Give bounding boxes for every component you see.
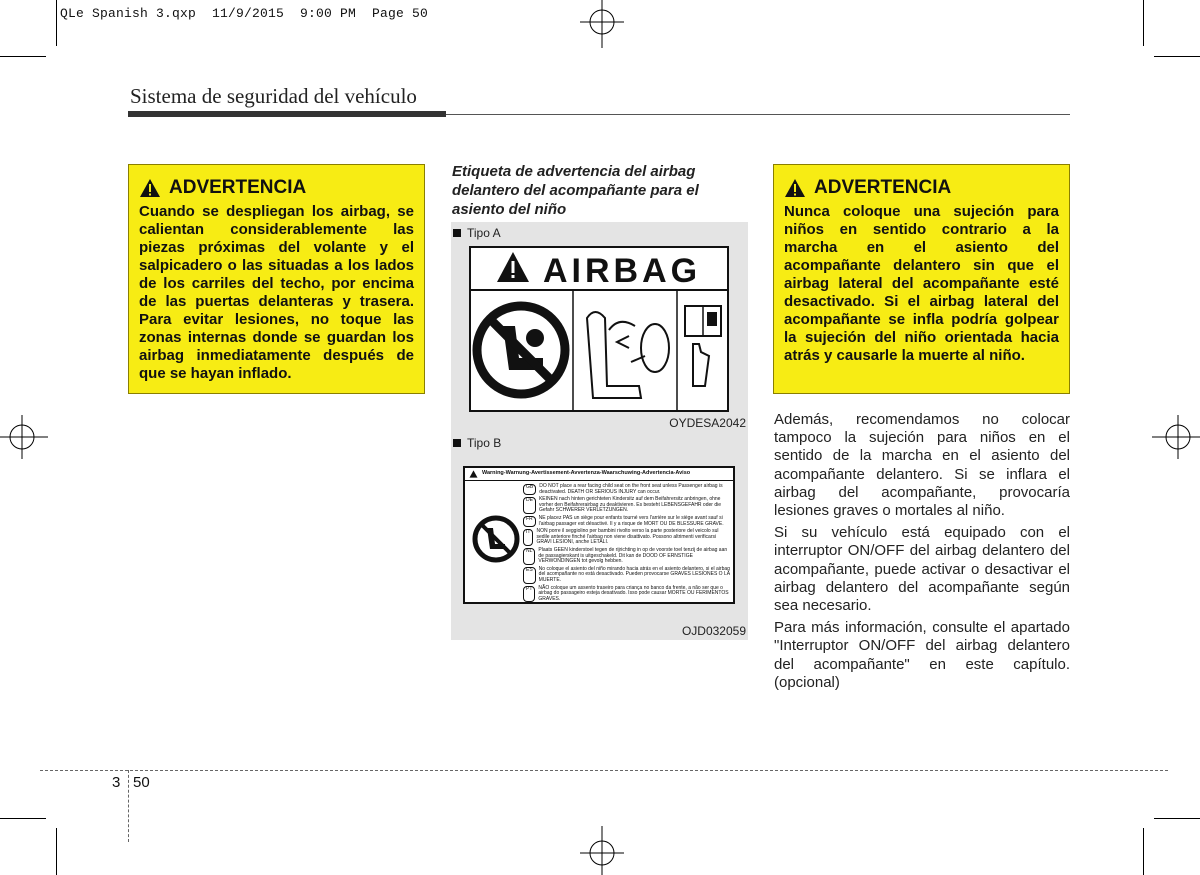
- airbag-label-illustration: [469, 246, 729, 412]
- warning-heading-text: ADVERTENCIA: [169, 177, 307, 198]
- title-rule: [128, 111, 446, 117]
- warning-heading-text: ADVERTENCIA: [814, 177, 952, 198]
- registration-mark-left: [0, 410, 48, 464]
- warning-heading: [784, 177, 1059, 199]
- registration-mark-top: [575, 0, 629, 48]
- section-title: Sistema de seguridad del vehículo: [130, 84, 417, 108]
- lang-row: NL Plaats GEEN kinderstoel tegen de rijrichting in op de voorste toel tenzij de airbag aan de passagierskant is uitgeschakeld. Dit kan de DOOD OF ERNSTIGE VERWONDINGEN tot gevolg hebben.: [523, 548, 731, 565]
- warning-box-left: [128, 164, 425, 394]
- page-number: 50: [133, 774, 150, 791]
- figure-code-b: OJD032059: [681, 624, 746, 638]
- footer-rule: [40, 770, 1168, 771]
- figure-tipo-a: [451, 222, 748, 432]
- figure-tipo-b: [451, 432, 748, 640]
- body-paragraph: Para más información, consulte el apartado "Interruptor ON/OFF del airbag delantero del acompañante" en este capítulo. (opcional): [774, 619, 1070, 691]
- lang-row: FR NE placez PAS un siège pour enfants tourné vers l'arrière sur le siège avant sauf si l'airbag passager est désactivé. Il y a risque de MORT OU DE BLESSURE GRAVE.: [523, 516, 731, 527]
- warning-text: Nunca coloque una sujeción para niños en sentido contrario a la marcha en el asiento del acompañante delantero sin que el airbag lateral del acompañante esté desactivado. Si el airbag lateral del acompañante se infla podría golpear la sujeción del niño orientada hacia atrás y causarle la muerte al niño.: [784, 203, 1059, 364]
- lang-row: PT NÃO coloque um assento traseiro para criança no banco da frente, a não ser que o airbag do passageiro esteja desativado. Isso pode causar MORTE OU FERIMENTOS GRAVES.: [523, 586, 731, 603]
- airbag-word: AIRBAG: [543, 252, 702, 290]
- figure-caption: Etiqueta de advertencia del airbag delantero del acompañante para el asiento del niño: [452, 163, 699, 218]
- tipo-b-label: Tipo B: [453, 436, 501, 450]
- lang-row: DE KEINEN nach hinten gerichteten Kindersitz auf dem Beifahrersitz anbringen, ohne vorher den Beifahrerairbag zu deaktivieren. Es besteht LEBENSGEFAHR oder die Gefahr SCHWERER VERLETZUNGEN.: [523, 497, 731, 514]
- lang-row: GB DO NOT place a rear facing child seat on the front seat unless Passenger airbag is deactivated. DEATH OR SERIOUS INJURY can occur.: [523, 484, 731, 495]
- body-text: [774, 411, 1070, 696]
- chapter-number: 3: [112, 774, 121, 791]
- no-child-seat-icon: [471, 514, 521, 564]
- warning-heading: [139, 177, 414, 199]
- registration-mark-right: [1152, 410, 1200, 464]
- label-lang-rows: [523, 484, 731, 604]
- warning-text: Cuando se despliegan los airbag, se calientan considerablemente las piezas próximas del volante y el salpicadero o las situadas a los lados de los carriles del techo, por encima de las puertas delanteras y trasera. Para evitar lesiones, no toque las zonas internas donde se guardan los airbag inmediatamente después de que se hayan inflado.: [139, 203, 414, 382]
- registration-mark-bottom: [575, 826, 629, 875]
- body-paragraph: Además, recomendamos no colocar tampoco la sujeción para niños en el sentido de la marcha en el asiento del acompañante delantero. Si se inflara el airbag del acompañante, provocaría lesiones graves o mortales al niño.: [774, 411, 1070, 520]
- footer-divider: [128, 770, 129, 842]
- title-rule-thin: [446, 114, 1070, 115]
- warning-triangle-icon: [784, 178, 806, 198]
- warning-box-right: [773, 164, 1070, 394]
- lang-row: IT NON porre il seggiolino per bambini rivolto verso la parte posteriore del veicolo sul sedile anteriore finché l'airbag non viene disattivato. Possono altrimenti verificarsi GRAVI LESIONI, anche LETALI.: [523, 529, 731, 546]
- warning-triangle-icon: [139, 178, 161, 198]
- warning-triangle-icon: [469, 470, 478, 478]
- label-header-bar: Warning-Warnung-Avertissement-Avvertenza-Waarschuwing-Advertencia-Aviso: [465, 468, 733, 481]
- print-slug: QLe Spanish 3.qxp 11/9/2015 9:00 PM Page 50: [60, 6, 429, 21]
- body-paragraph: Si su vehículo está equipado con el interruptor ON/OFF del airbag delantero del acompañante, puede activar o desactivar el airbag delantero del acompañante según sea necesario.: [774, 524, 1070, 615]
- figure-code-a: OYDESA2042: [669, 416, 746, 430]
- multilang-warning-label: [463, 466, 735, 604]
- lang-row: ES No coloque el asiento del niño mirando hacia atrás en el asiento delantero, si el airbag del acompañante no está desactivado. Pueden provocarse GRAVES LESIONES O LA MUERTE.: [523, 567, 731, 584]
- tipo-a-label: Tipo A: [453, 226, 501, 240]
